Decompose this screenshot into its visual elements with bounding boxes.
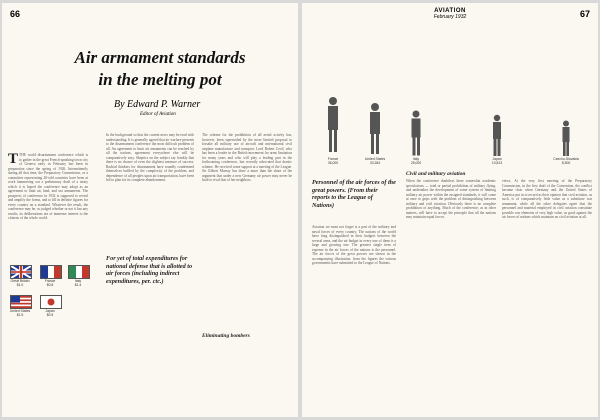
- soldier-label-japan: Japan 10,813: [491, 157, 503, 165]
- soldier-label-france: France 36,000: [327, 157, 339, 165]
- running-head-date: February 1932: [433, 14, 467, 20]
- flag-united-states: [10, 295, 32, 309]
- right-column-2: [406, 179, 496, 413]
- left-page: [2, 3, 298, 417]
- right-column-3: [502, 179, 592, 413]
- right-page: [302, 3, 598, 417]
- left-column-2-text: In the background so that the current news may be read with understanding. It is generally agreed that air warfare presents to the disarmament conference the most difficult problem of all. An agreement to limit air armaments can be reached by all the nations, agreement everywhere else will be comparatively easy. Skeptics on the subject say frankly that there is no chance of even the slightest measure of success. Radical thinkers for disarmament have roundly condemned themselves baffled by the complexity of the problem, and dependence of all peoples upon air transportation, have been led to plan for its complete abandonment.: [106, 133, 194, 182]
- article-title-line2: in the melting pot: [98, 70, 222, 89]
- drop-cap: T: [8, 153, 19, 167]
- soldier-label-czechoslovakia: Czecho-Slovakia 8,500: [553, 157, 579, 165]
- right-column-2-text: When the conference doubtless there somewhat academic speculations — total or partial prohibition of military flying, and undertakes the development of some system of limiting military air power within the assigned standards, it will come at once to grips with the problem of distinguishing between military and civil aviation. Obviously there is no complete prohibition of anything. Much of the conference, as in other matters, will have to accept the principle that all the nations may maintain equal forces.: [406, 179, 496, 219]
- right-column-3-text: views. At the very first meeting of the Preparatory Commission, in the first draft of the Convention, the conflict became clear when Germany and the United States of America put in to record as their opinion that civil aviation, as such, is of comparatively little value as a substitute war armament, while all the other delegates agree that the personnel and material employed in civil aviation constitute possible war elements of very high value, as good against the air forces of nations which maintain no civil aviation at all.: [502, 179, 592, 219]
- flag-france: [40, 265, 62, 279]
- soldier-figure-italy: [406, 109, 426, 157]
- soldier-figure-czechoslovakia: [558, 119, 574, 157]
- flag-caption-japan: Japan $0.5: [45, 309, 55, 317]
- flag-caption-gb: Great Britain $1.0: [10, 279, 30, 287]
- editor-title: Editor of Aviation: [140, 112, 176, 117]
- running-head-magazine: AVIATION: [434, 8, 466, 14]
- flag-japan: [40, 295, 62, 309]
- soldier-label-italy: Italy 25,000: [410, 157, 422, 165]
- byline: By Edward P. Warner: [114, 99, 201, 110]
- page-number-left: 66: [10, 9, 21, 19]
- left-column-3: [202, 133, 292, 413]
- flag-caption-italy: Italy $1.4: [74, 279, 82, 287]
- soldier-figure-united-states: [364, 101, 386, 156]
- right-column-1: [312, 225, 396, 413]
- article-title: [60, 47, 260, 91]
- soldier-figure-japan: [488, 113, 506, 157]
- running-head: [420, 8, 480, 20]
- flag-caption-us: United States $1.5: [9, 309, 31, 317]
- subhead-civil-military: Civil and military aviation: [406, 171, 466, 177]
- subhead-eliminating-bombers: Eliminating bombers: [202, 333, 250, 339]
- flag-italy: [68, 265, 90, 279]
- page-number-right: 67: [580, 9, 591, 19]
- flag-caption-france: France $0.8: [44, 279, 56, 287]
- flag-great-britain: [10, 265, 32, 279]
- pull-quote: For yet of total expenditures for national defense that is allotted to air forces (including indirect expenditures, per. ctc.): [106, 255, 193, 285]
- soldier-label-us: United States 33,284: [364, 157, 386, 165]
- left-column-1-text: THE world disarmament conference which is to gather in the great French-speaking town city of Geneva early in February has been in preparation since the spring of 1926. Intermittently during all that time, the Preparatory Commission, or a committee representing 20-odd countries have been at work hammering out a preliminary draft of a treaty which it is hoped the conference may adopt as an agreement to limit air, land, and sea armaments. The prospects of conference in 1932 is supposed to reveal and amplify the forms, and to fill in definite figures for every country on a standard. Whatever the result, the conference may be, so judged whether or not it has any results, its deliberations are of immense interest to the citizens of the whole world.: [8, 153, 88, 220]
- right-column-1-text: Aviation we must not forget is a part of the military and naval forces of every country. The nations of the world have long distinguished in their budgets between the several arms, and the air budget in every one of them is a large and growing one. The greatest single item of expense in the air forces of the nations is the personnel. The air forces of the great powers are shown in the accompanying illustration, from the figures the various governments have submitted to the League of Nations.: [312, 225, 396, 265]
- left-column-3-text: The scheme for the prohibition of all aerial activity has, however, been superseded by the more limited proposal to forsake all military use of aircraft and international civil airplane manufacture and transport. Lord Robert Cecil, who has been a leader in the British movement for arms limitation for many years and who will play a leading part in the forthcoming conference, has recently advocated that drastic scheme. He received some support at a meeting of the League. Sir Gilbert Murray has done a more than the share of the argument that under a new Germany air power may never be built to rival that of her neighbors.: [202, 133, 292, 182]
- article-title-line1: Air armament standards: [74, 48, 246, 67]
- soldier-figure-france: [322, 95, 344, 155]
- figure-caption: Personnel of the air forces of the great powers. (From their reports to the League of Nations): [312, 179, 396, 209]
